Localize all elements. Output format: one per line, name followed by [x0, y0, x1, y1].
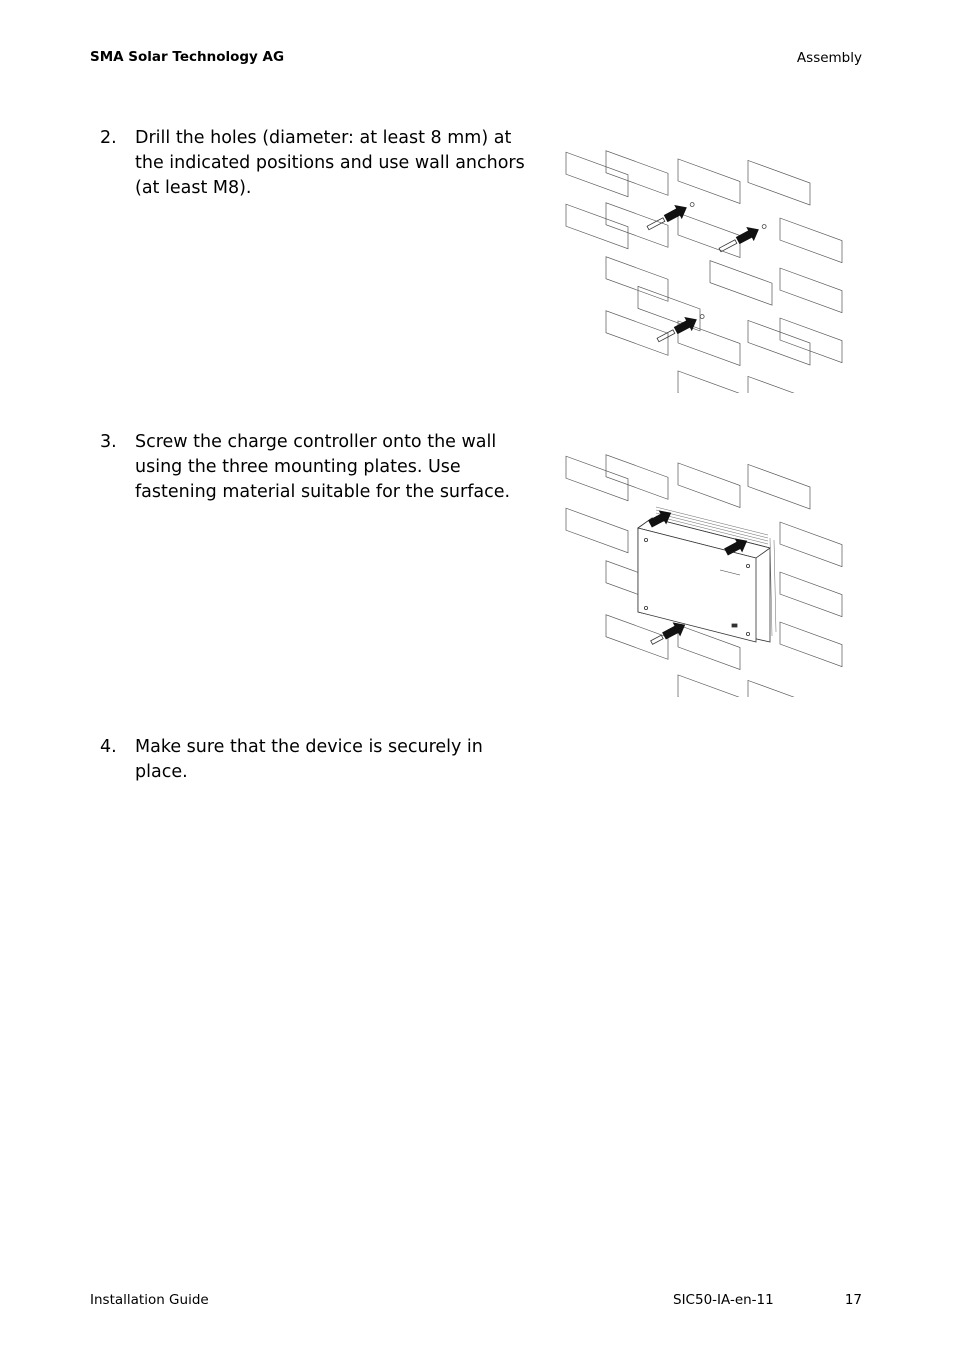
step-text: Screw the charge controller onto the wall using the three mounting plates. Use fastening material suitable for the surface. — [135, 432, 511, 502]
wall-anchor-2 — [716, 219, 769, 258]
wall-anchor-1 — [644, 197, 697, 236]
footer-doc-type: Installation Guide — [90, 1292, 209, 1308]
step-text: Drill the holes (diameter: at least 8 mm) at the indicated positions and use wall anchors (at least M8). — [135, 128, 525, 198]
step-number: 3. — [100, 432, 117, 452]
footer-doc-id: SIC50-IA-en-11 — [673, 1292, 774, 1308]
drill-holes-illustration — [560, 148, 850, 393]
page-number: 17 — [844, 1292, 862, 1308]
mounted-controller-illustration — [560, 452, 850, 697]
step-number: 4. — [100, 737, 117, 757]
header-company: SMA Solar Technology AG — [90, 49, 285, 65]
brick-wall — [566, 148, 842, 393]
step-text: Make sure that the device is securely in place. — [135, 737, 483, 782]
step-number: 2. — [100, 128, 117, 148]
header-section: Assembly — [796, 50, 862, 66]
step-4 — [100, 735, 530, 782]
step-2 — [100, 126, 530, 206]
step-3 — [100, 430, 530, 510]
charge-controller — [638, 507, 776, 642]
